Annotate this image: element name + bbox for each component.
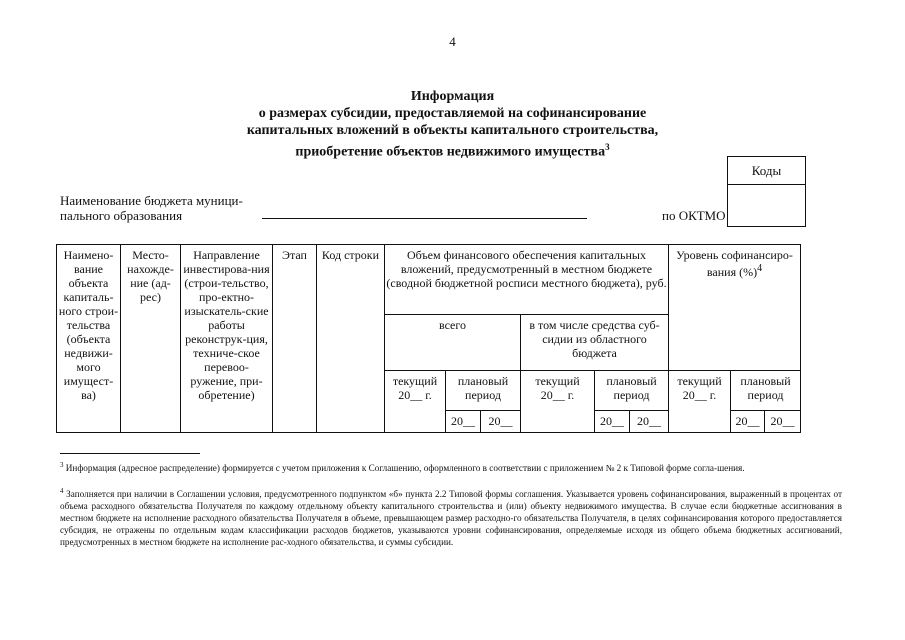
subsidy-planned-period: плановый период bbox=[595, 371, 669, 411]
codes-header: Коды bbox=[728, 157, 805, 185]
volume-incl-subsidy: в том числе средства суб-сидии из областного бюджета bbox=[521, 315, 669, 371]
footnote-4-text: Заполняется при наличии в Соглашении условия, предусмотренного подпунктом «б» пункта 2.2 Типовой формы соглашения. Указывается уровень софинансирования, выраженный в процентах от объема расходного обязательства Получателя по каждому отдельному объекту капитального строительства и (или) объекту недвижимого имущества. В случае если бюджетные ассигнования в местном бюджете на исполнение расходного обязательства Получателя в объеме, превышающем размер расходно-го обязательства Получателя, в целях софинансирования которого предоставляется субсидия, не отражены по отдельным кодам классификации расходов бюджетов, указываются уровни софинансирования, определяемые исходя из общего объема бюджетных ассигнований, предусмотренных в местном бюджете на исполнение рас-ходного обязательства, и суммы субсидии. bbox=[60, 489, 843, 548]
col-location: Место-нахожде-ние (ад-рес) bbox=[121, 245, 181, 433]
total-plan-year-1: 20__ bbox=[446, 411, 481, 433]
col-object-name: Наимено-вание объекта капиталь-ного строи-тельства (объекта недвижи-мого имущест-ва) bbox=[57, 245, 121, 433]
footnote-ref-4: 4 bbox=[757, 263, 763, 274]
title-line-4: приобретение объектов недвижимого имущества$^3$ bbox=[295, 142, 610, 160]
col-row-code: Код строки bbox=[317, 245, 385, 433]
col-level-header: Уровень софинансиро-вания (%)$^4$ bbox=[669, 245, 801, 371]
col-volume-header: Объем финансового обеспечения капитальных вложений, предусмотренный в местном бюджете (сводной бюджетной росписи местного бюджета), руб. bbox=[385, 245, 669, 315]
level-planned-period: плановый период bbox=[731, 371, 801, 411]
level-plan-year-1: 20__ bbox=[731, 411, 765, 433]
footnote-3 bbox=[60, 459, 842, 474]
volume-total: всего bbox=[385, 315, 521, 371]
level-plan-year-2: 20__ bbox=[765, 411, 801, 433]
document-title bbox=[150, 88, 755, 161]
footnote-4-mark: 4 bbox=[60, 487, 64, 495]
title-line-1: Информация bbox=[410, 89, 495, 104]
col-stage: Этап bbox=[273, 245, 317, 433]
subsidy-current-year: текущий 20__ г. bbox=[521, 371, 595, 433]
title-line-2: о размерах субсидии, предоставляемой на софинансирование bbox=[258, 106, 647, 121]
codes-box bbox=[727, 156, 806, 227]
col-investment-direction: Направление инвестирова-ния (строи-тельство, про-ектно-изыскатель-ские работы реконструк-ция, техниче-ское перевоо-ружение, при-обретение) bbox=[181, 245, 273, 433]
subsidy-plan-year-2: 20__ bbox=[630, 411, 669, 433]
footnote-3-text: Информация (адресное распределение) формируется с учетом приложения к Соглашению, оформленного в соответствии с приложением № 2 к Типовой форме согла-шения. bbox=[65, 463, 745, 474]
budget-name-line bbox=[262, 218, 587, 219]
subsidy-plan-year-1: 20__ bbox=[595, 411, 630, 433]
title-line-3: капитальных вложений в объекты капитального строительства, bbox=[246, 123, 659, 138]
budget-label-line-1: Наименование бюджета муници- bbox=[60, 193, 243, 208]
footnote-4 bbox=[60, 485, 842, 548]
level-current-year: текущий 20__ г. bbox=[669, 371, 731, 433]
subsidy-table bbox=[56, 244, 801, 433]
total-plan-year-2: 20__ bbox=[481, 411, 521, 433]
budget-label bbox=[60, 193, 243, 223]
footnote-3-mark: 3 bbox=[60, 461, 64, 469]
oktmo-label: по ОКТМО bbox=[662, 208, 726, 223]
budget-label-line-2: пального образования bbox=[60, 208, 183, 223]
footnote-separator bbox=[60, 453, 200, 454]
footnote-ref-3: 3 bbox=[605, 142, 610, 152]
total-current-year: текущий 20__ г. bbox=[385, 371, 446, 433]
total-planned-period: плановый период bbox=[446, 371, 521, 411]
page-number: 4 bbox=[449, 34, 456, 49]
